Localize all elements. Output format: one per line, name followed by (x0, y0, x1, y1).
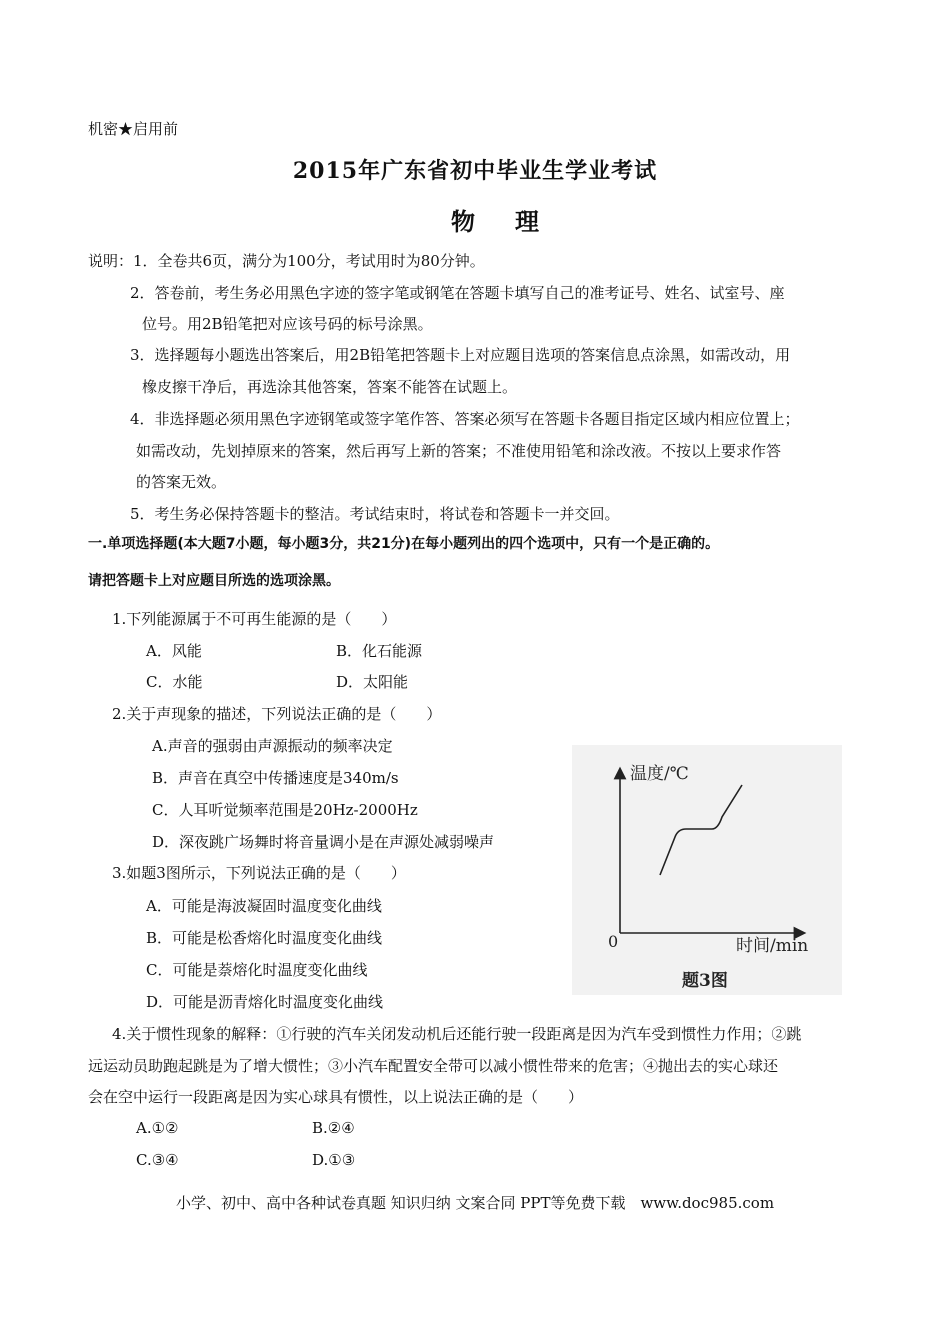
origin-label: 0 (608, 932, 619, 951)
footer-text: 小学、初中、高中各种试卷真题 知识归纳 文案合同 PPT等免费下载 www.doc985.com (175, 1194, 775, 1212)
q3-option-a: A．可能是海波凝固时温度变化曲线 (146, 897, 382, 915)
q1-option-d: D．太阳能 (336, 673, 409, 691)
q4-line-2: 远运动员助跑起跳是为了增大惯性；③小汽车配置安全带可以减小惯性带来的危害；④抛出去的实心球还 (88, 1057, 779, 1075)
instruction-line-4: 3．选择题每小题选出答案后，用2B铅笔把答题卡上对应题目选项的答案信息点涂黑，如需改动，用 (130, 346, 791, 364)
instruction-line-3: 位号。用2B铅笔把对应该号码的标号涂黑。 (142, 315, 433, 333)
y-axis-label: 温度/℃ (630, 764, 689, 784)
x-axis-label: 时间/min (736, 936, 809, 956)
q3-option-c: C．可能是萘熔化时温度变化曲线 (146, 961, 368, 979)
instruction-line-6: 4．非选择题必须用黑色字迹钢笔或签字笔作答、答案必须写在答题卡各题目指定区域内相应位置上； (130, 410, 800, 428)
q2-option-a: A.声音的强弱由声源振动的频率决定 (152, 737, 393, 755)
q2-option-d: D．深夜跳广场舞时将音量调小是在声源处减弱噪声 (152, 833, 495, 851)
section1-heading: 一.单项选择题(本大题7小题，每小题3分，共21分)在每小题列出的四个选项中，只有一个是正确的。 (88, 536, 720, 552)
q1-option-c: C．水能 (146, 673, 203, 691)
q3-stem: 3.如题3图所示，下列说法正确的是（ ） (112, 864, 406, 882)
q4-option-d: D.①③ (312, 1151, 356, 1169)
confidential-label: 机密★启用前 (88, 120, 179, 138)
q1-stem: 1.下列能源属于不可再生能源的是（ ） (112, 610, 397, 628)
figure-3-svg (572, 745, 842, 995)
q4-option-a: A.①② (136, 1119, 179, 1137)
q1-option-b: B．化石能源 (336, 642, 423, 660)
instruction-line-7: 如需改动，先划掉原来的答案，然后再写上新的答案；不准使用铅笔和涂改液。不按以上要求作答 (136, 442, 782, 460)
instruction-line-8: 的答案无效。 (136, 473, 227, 491)
q2-stem: 2.关于声现象的描述，下列说法正确的是（ ） (112, 705, 442, 723)
q4-line-3: 会在空中运行一段距离是因为实心球具有惯性，以上说法正确的是（ ） (88, 1088, 584, 1106)
instruction-line-1: 说明：1．全卷共6页，满分为100分，考试用时为80分钟。 (88, 252, 485, 270)
q2-option-c: C．人耳听觉频率范围是20Hz-2000Hz (152, 801, 418, 819)
q4-line-1: 4.关于惯性现象的解释：①行驶的汽车关闭发动机后还能行驶一段距离是因为汽车受到惯性力作用；②跳 (112, 1025, 802, 1043)
q4-option-b: B.②④ (312, 1119, 355, 1137)
q3-option-b: B．可能是松香熔化时温度变化曲线 (146, 929, 383, 947)
instruction-line-2: 2．答卷前，考生务必用黑色字迹的签字笔或钢笔在答题卡填写自己的准考证号、姓名、试室号、座 (130, 284, 785, 302)
instruction-line-5: 橡皮擦干净后，再选涂其他答案，答案不能答在试题上。 (142, 378, 518, 396)
figure-caption: 题3图 (682, 971, 728, 991)
q1-option-a: A．风能 (146, 642, 202, 660)
subject-title: 物理 (451, 207, 579, 236)
q2-option-b: B．声音在真空中传播速度是340m/s (152, 769, 399, 787)
instruction-line-9: 5．考生务必保持答题卡的整洁。考试结束时，将试卷和答题卡一并交回。 (130, 505, 620, 523)
section1-heading-2: 请把答题卡上对应题目所选的选项涂黑。 (88, 573, 340, 589)
exam-title: 2015年广东省初中毕业生学业考试 (292, 158, 658, 184)
figure-3-temperature-graph (572, 745, 842, 995)
q4-option-c: C.③④ (136, 1151, 179, 1169)
q3-option-d: D．可能是沥青熔化时温度变化曲线 (146, 993, 384, 1011)
temperature-curve (660, 785, 742, 875)
